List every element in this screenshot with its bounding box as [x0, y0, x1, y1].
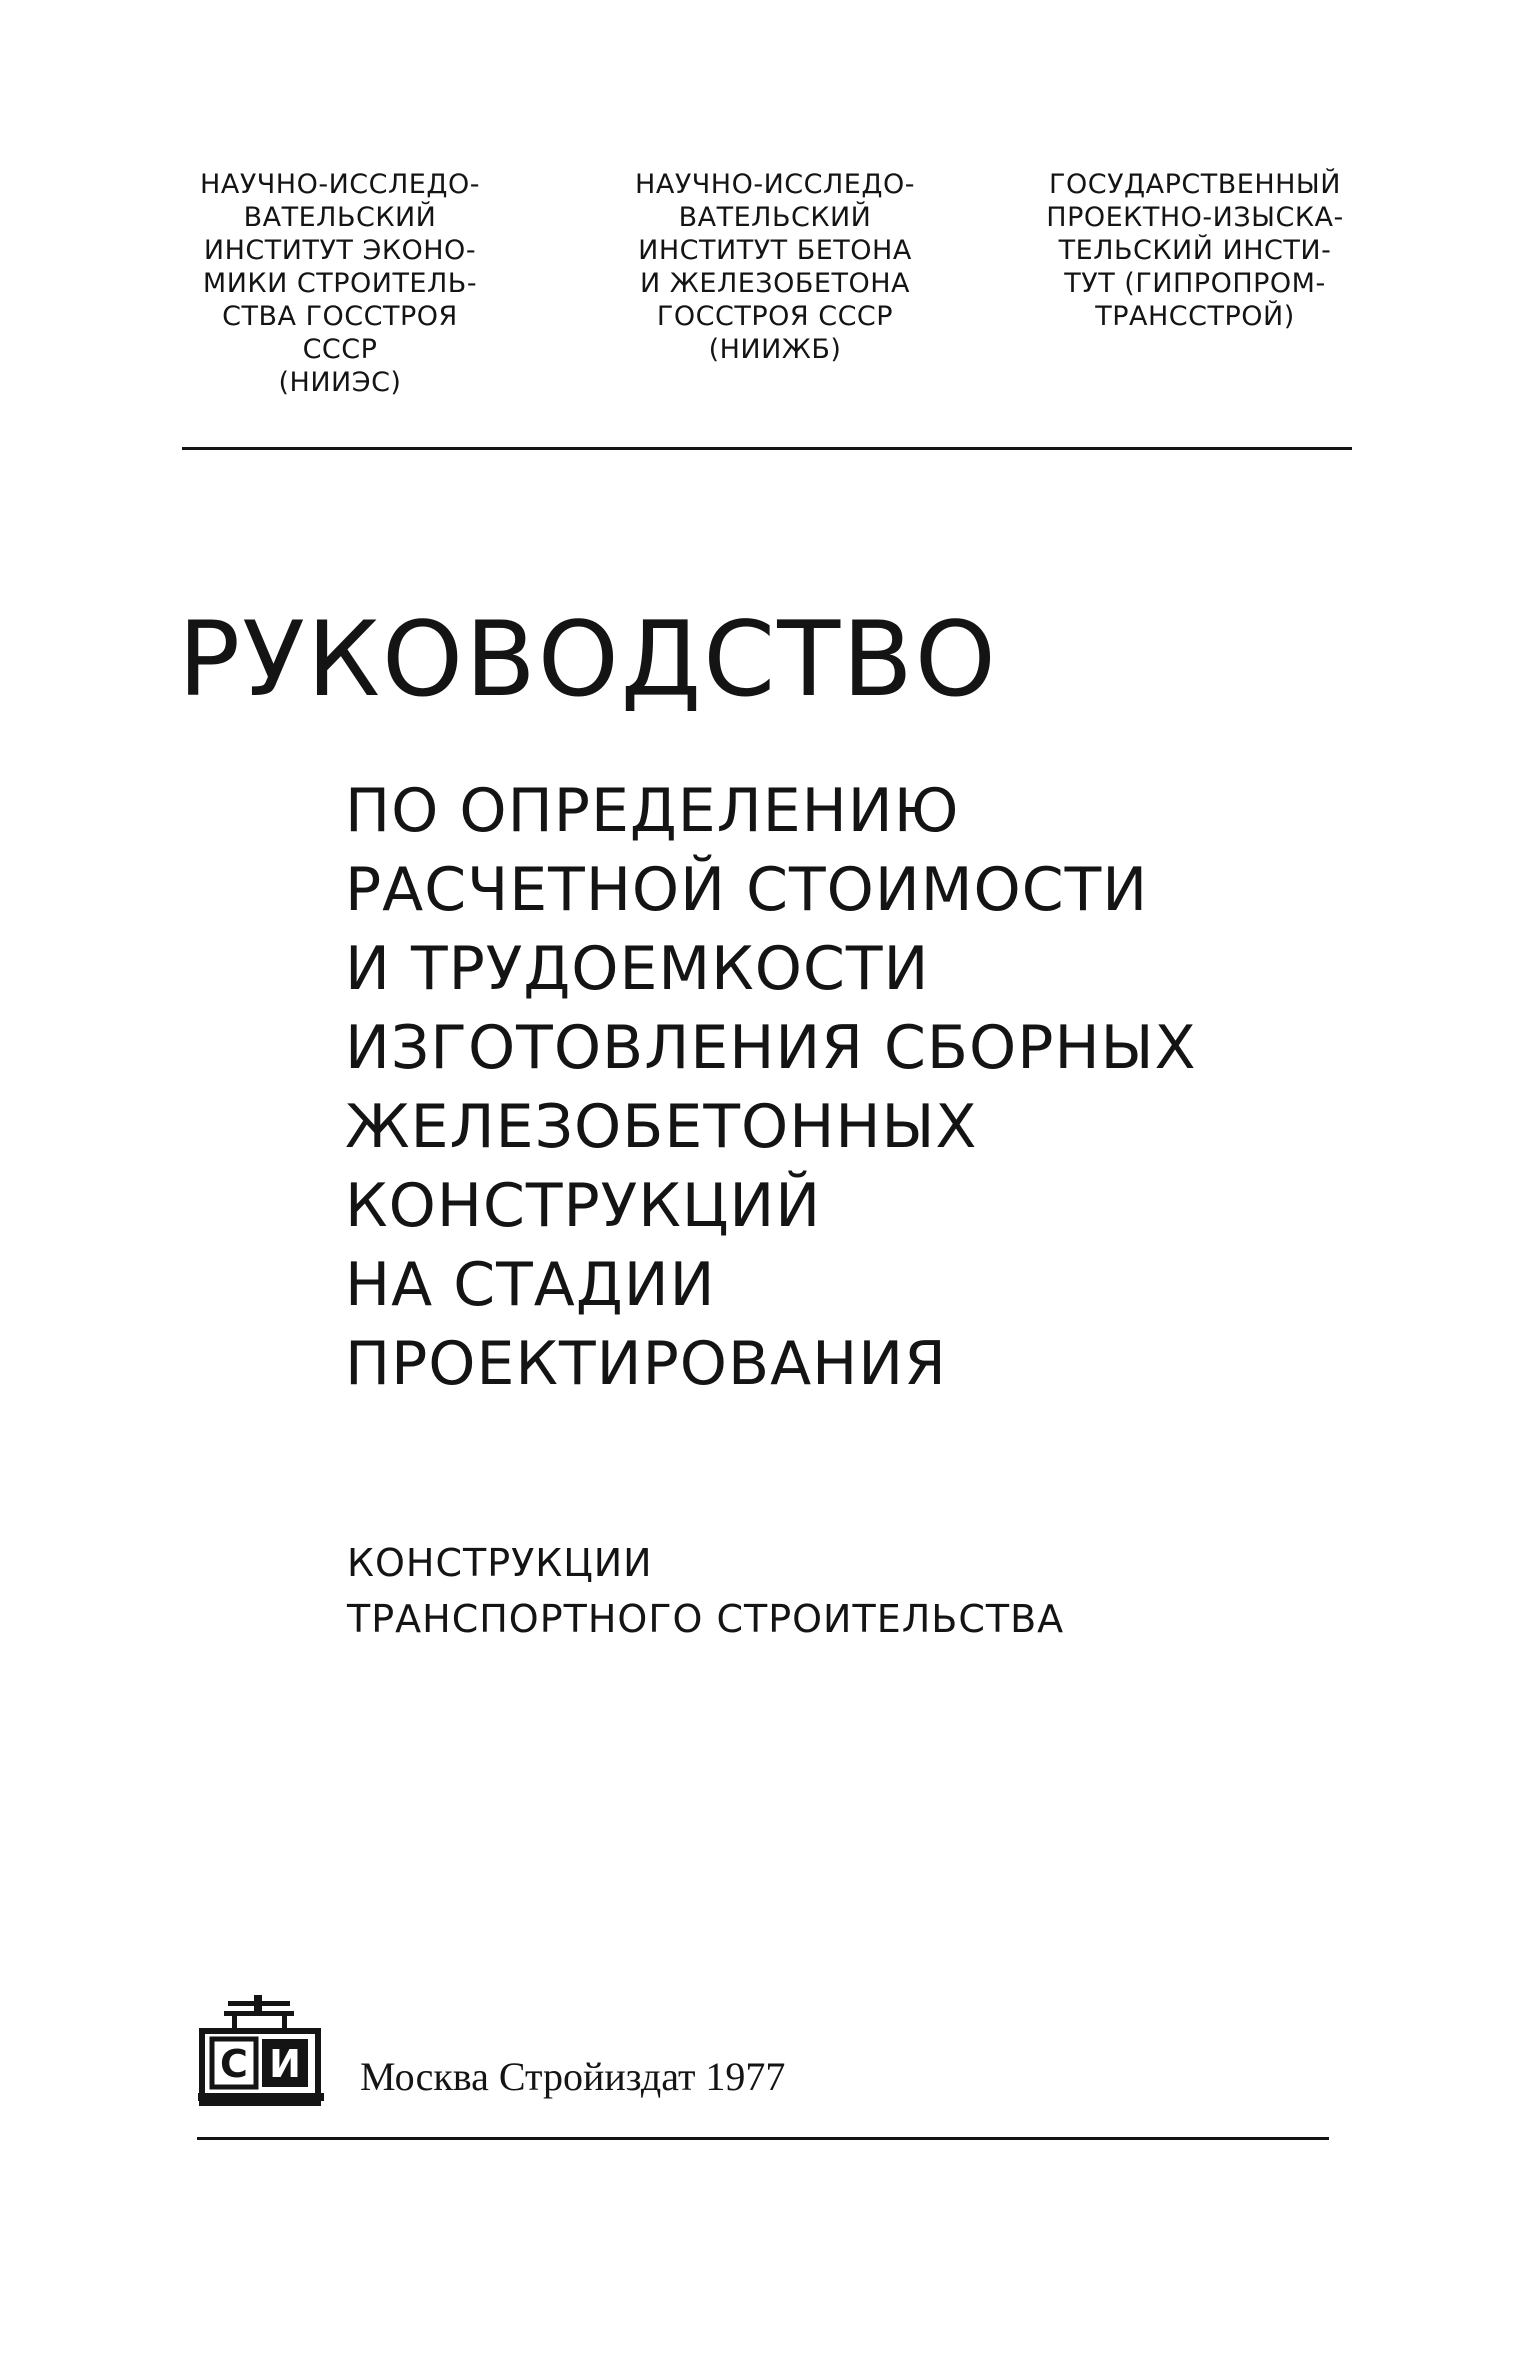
- section-heading: [347, 1535, 1347, 1647]
- institute-line: ГОСУДАРСТВЕННЫЙ: [1049, 169, 1341, 200]
- institute-line: ВАТЕЛЬСКИЙ: [243, 202, 437, 233]
- institute-line: НАУЧНО-ИССЛЕДО-: [635, 169, 915, 200]
- subtitle-line: ЖЕЛЕЗОБЕТОННЫХ: [345, 1092, 978, 1162]
- institute-line: И ЖЕЛЕЗОБЕТОНА: [640, 268, 910, 299]
- institute-line: ТЕЛЬСКИЙ ИНСТИ-: [1058, 235, 1332, 266]
- subtitle-line: И ТРУДОЕМКОСТИ: [345, 934, 930, 1004]
- institute-line: (НИИЖБ): [708, 334, 842, 365]
- subtitle-line: ИЗГОТОВЛЕНИЯ СБОРНЫХ: [345, 1013, 1197, 1083]
- institutes-header: [0, 168, 1535, 438]
- bottom-divider: [197, 2137, 1329, 2140]
- subtitle-line: КОНСТРУКЦИЙ: [345, 1171, 822, 1241]
- document-title: РУКОВОДСТВО: [178, 600, 998, 720]
- subtitle-line: ПО ОПРЕДЕЛЕНИЮ: [345, 776, 960, 846]
- institute-line: МИКИ СТРОИТЕЛЬ-: [202, 268, 478, 299]
- section-line: ТРАНСПОРТНОГО СТРОИТЕЛЬСТВА: [347, 1597, 1065, 1641]
- subtitle-line: ПРОЕКТИРОВАНИЯ: [345, 1329, 947, 1399]
- institute-line: ВАТЕЛЬСКИЙ: [678, 202, 872, 233]
- institute-niizhb: [595, 168, 955, 366]
- institute-giproprom: [1015, 168, 1375, 333]
- publisher-imprint: Москва Стройиздат 1977: [360, 2054, 786, 2099]
- institute-line: ТУТ (ГИПРОПРОМ-: [1064, 268, 1326, 299]
- institute-line: (НИИЭС): [278, 367, 402, 398]
- document-subtitle: [345, 772, 1395, 1404]
- subtitle-line: НА СТАДИИ: [345, 1250, 716, 1320]
- logo-letter-i: И: [269, 2042, 301, 2086]
- institute-line: СССР: [302, 334, 378, 365]
- institute-line: ПРОЕКТНО-ИЗЫСКА-: [1046, 202, 1344, 233]
- subtitle-line: РАСЧЕТНОЙ СТОИМОСТИ: [345, 855, 1149, 925]
- logo-letter-s: С: [220, 2042, 248, 2086]
- institute-niies: [160, 168, 520, 399]
- institute-line: НАУЧНО-ИССЛЕДО-: [200, 169, 480, 200]
- institute-line: ИНСТИТУТ БЕТОНА: [638, 235, 912, 266]
- section-line: КОНСТРУКЦИИ: [347, 1541, 653, 1585]
- top-divider: [182, 447, 1352, 450]
- institute-line: ИНСТИТУТ ЭКОНО-: [203, 235, 477, 266]
- institute-line: СТВА ГОССТРОЯ: [222, 301, 458, 332]
- institute-line: ГОССТРОЯ СССР: [656, 301, 894, 332]
- stroyizdat-logo-icon: [198, 1995, 324, 2107]
- institute-line: ТРАНССТРОЙ): [1095, 301, 1295, 332]
